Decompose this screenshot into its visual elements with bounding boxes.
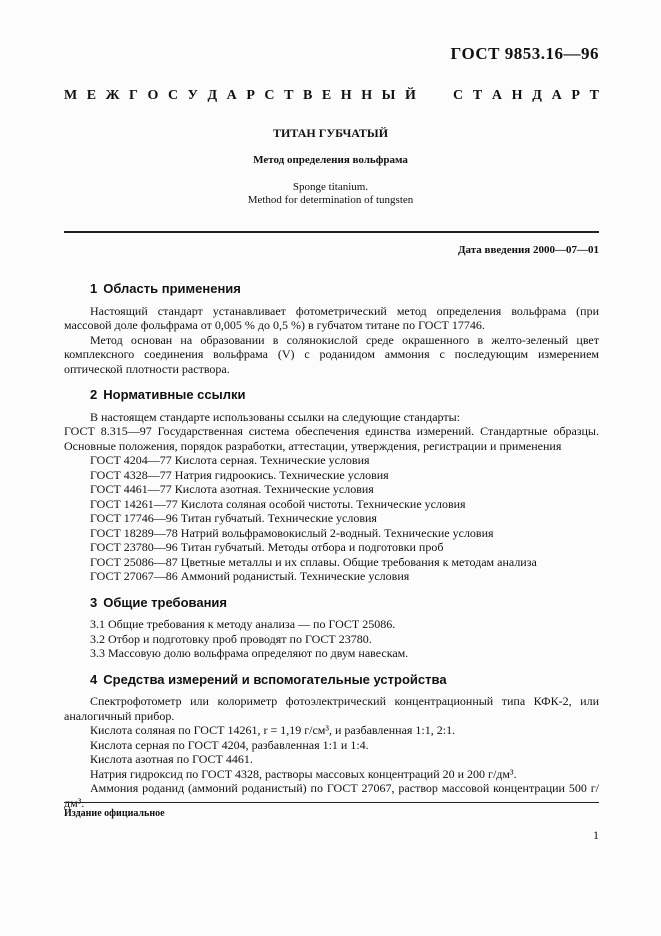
banner-word-standard: С Т А Н Д А Р Т — [453, 88, 599, 103]
section-general-requirements — [90, 596, 599, 661]
footer-rule — [64, 802, 599, 803]
document-title: ТИТАН ГУБЧАТЫЙ — [272, 126, 389, 140]
section-number: 1 — [90, 281, 98, 296]
paragraph: В настоящем стандарте использованы ссылки на следующие стандарты: — [90, 409, 461, 424]
reference-item: ГОСТ 4328—77 Натрия гидроокись. Технические условия — [90, 467, 389, 482]
reference-item: ГОСТ 17746—96 Титан губчатый. Технические условия — [90, 511, 377, 525]
document-body — [64, 281, 599, 822]
reagent-item: Натрия гидроксид по ГОСТ 4328, растворы массовых концентраций 20 и 200 г/дм³. — [90, 766, 517, 781]
section-title: Область применения — [103, 281, 241, 296]
section-title: Средства измерений и вспомогательные устройства — [103, 671, 447, 687]
reference-item: ГОСТ 18289—78 Натрий вольфрамовокислый 2-водный. Технические условия — [90, 525, 494, 540]
section-heading — [90, 673, 599, 688]
section-measuring-instruments — [64, 671, 599, 811]
reference-item: ГОСТ 8.315—97 Государственная система обеспечения единства измерений. Стандартные образцы. Основные положения, порядок разработки, аттестации, утверждения, регистрации и применения — [64, 424, 599, 453]
header-rule — [64, 231, 599, 233]
section-heading — [90, 596, 599, 611]
section-title: Общие требования — [103, 594, 227, 610]
paragraph: Метод основан на образовании в солянокислой среде окрашенного в желто-зеленый цвет комплексного соединения вольфрама (V) с роданидом аммония с последующим измерением оптической плотности раствора. — [64, 332, 599, 376]
reagent-item: Кислота азотная по ГОСТ 4461. — [90, 752, 253, 766]
section-number: 4 — [90, 671, 98, 687]
equipment-item: Спектрофотометр или колориметр фотоэлектрический концентрационный типа КФК-2, или аналогичный прибор. — [64, 694, 599, 723]
section-number: 2 — [90, 387, 98, 402]
clause-item: 3.2 Отбор и подготовку проб проводят по ГОСТ 23780. — [90, 631, 372, 646]
english-title-line-2: Method for determination of tungsten — [247, 194, 414, 206]
clause-item: 3.1 Общие требования к методу анализа — по ГОСТ 25086. — [90, 617, 396, 631]
paragraph: Настоящий стандарт устанавливает фотометрический метод определения вольфрама (при массовой доле фольфрама от 0,005 % до 0,5 %) в губчатом титане по ГОСТ 17746. — [64, 303, 599, 332]
reference-item: ГОСТ 14261—77 Кислота соляная особой чистоты. Технические условия — [90, 496, 466, 511]
reference-item: ГОСТ 27067—86 Аммоний роданистый. Технические условия — [90, 569, 410, 583]
page-number: 1 — [593, 828, 599, 842]
reference-item: ГОСТ 4204—77 Кислота серная. Технические условия — [90, 453, 370, 467]
section-heading — [90, 388, 599, 403]
clause-item: 3.3 Массовую долю вольфрама определяют по двум навескам. — [90, 646, 409, 660]
reference-item: ГОСТ 23780—96 Титан губчатый. Методы отбора и подготовки проб — [90, 540, 444, 554]
standard-code: ГОСТ 9853.16—96 — [450, 44, 599, 63]
banner-word-interstate: М Е Ж Г О С У Д А Р С Т В Е Н Н Ы Й — [64, 88, 416, 103]
section-scope — [64, 281, 599, 376]
interstate-standard-banner — [64, 88, 599, 104]
introduction-date: Дата введения 2000—07—01 — [457, 244, 599, 256]
reagent-item: Кислота серная по ГОСТ 4204, разбавленная 1:1 и 1:4. — [90, 737, 369, 752]
reference-item: ГОСТ 4461—77 Кислота азотная. Технические условия — [90, 482, 374, 496]
section-number: 3 — [90, 594, 98, 610]
official-edition-note: Издание официальное — [64, 808, 165, 819]
section-normative-references — [64, 387, 599, 584]
reagent-item: Аммония роданид (аммоний роданистый) по ГОСТ 27067, раствор массовой концентрации 500 г/дм³. — [64, 781, 599, 810]
reference-item: ГОСТ 25086—87 Цветные металлы и их сплавы. Общие требования к методам анализа — [90, 554, 537, 569]
document-subtitle: Метод определения вольфрама — [253, 154, 408, 166]
english-title — [0, 181, 661, 207]
reagent-item: Кислота соляная по ГОСТ 14261, r = 1,19 г/см³, и разбавленная 1:1, 2:1. — [90, 723, 456, 737]
english-title-line-1: Sponge titanium. — [292, 181, 369, 193]
section-title: Нормативные ссылки — [103, 387, 246, 402]
section-heading — [90, 282, 599, 297]
